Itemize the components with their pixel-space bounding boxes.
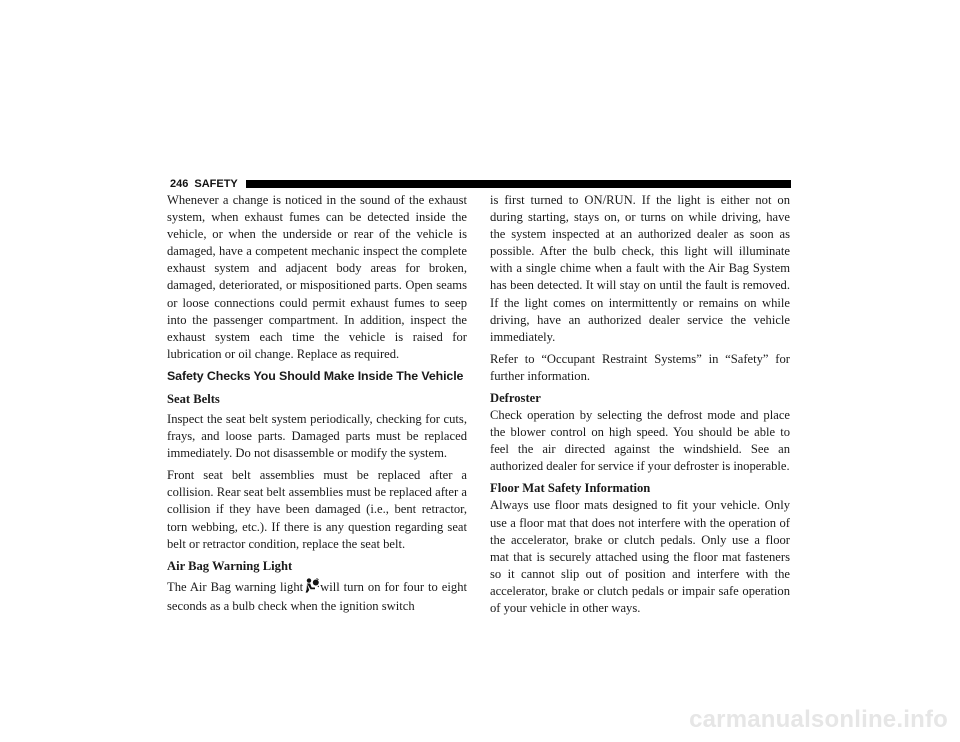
defroster-heading: Defroster xyxy=(490,391,541,406)
section-heading: Safety Checks You Should Make Inside The Vehicle xyxy=(167,368,464,383)
airbag-continued-paragraph: is first turned to ON/RUN. If the light is either not on during starting, stays on, or turns on while driving, have the system inspected at an authorized dealer as soon as possible. After the bulb check, this light will illuminate with a single chime when a fault with the Air Bag System has been detected. It will stay on until the fault is removed. If the light comes on intermittently or remains on while driving, have an authorized dealer service the vehicle immediately. xyxy=(490,193,790,344)
page-header xyxy=(170,178,791,190)
exhaust-paragraph: Whenever a change is noticed in the sound of the exhaust system, when exhaust fumes can be detected inside the vehicle, or when the underside or rear of the vehicle is damaged, have a competent mechanic inspect the complete exhaust system and adjacent body areas for broken, damaged, deteriorated, or mispositioned parts. Open seams or loose connections could permit exhaust fumes to seep into the passenger compartment. In addition, inspect the exhaust system each time the vehicle is raised for lubrication or oil change. Replace as required. xyxy=(167,193,467,361)
defroster-paragraph: Check operation by selecting the defrost mode and place the blower control on high speed. You should be able to feel the air directed against the windshield. See an authorized dealer for service if your defroster is inoperable. xyxy=(490,408,790,474)
left-column xyxy=(167,192,467,620)
floor-mat-paragraph: Always use floor mats designed to fit your vehicle. Only use a floor mat that does not interfere with the operation of the accelerator, brake or clutch pedals. Only use a floor mat that is securely attached using the floor mat fasteners so it cannot slip out of position and interfere with the accelerator, brake or clutch pedals or impair safe operation of your vehicle in other ways. xyxy=(490,498,790,615)
airbag-warning-icon xyxy=(305,578,319,598)
header-rule xyxy=(246,180,791,188)
section-title: SAFETY xyxy=(194,178,238,190)
floor-mat-heading: Floor Mat Safety Information xyxy=(490,481,651,496)
airbag-heading: Air Bag Warning Light xyxy=(167,558,293,573)
airbag-text-before: The Air Bag warning light xyxy=(167,579,304,594)
seat-belts-paragraph-2: Front seat belt assemblies must be replaced after a collision. Rear seat belt assemblies must be replaced after a collision if they have been damaged (i.e., bent retractor, torn webbing, etc.). If there is any question regarding seat belt or retractor condition, replace the seat belt. xyxy=(167,468,467,551)
airbag-paragraph xyxy=(167,578,467,615)
right-column xyxy=(490,192,790,622)
airbag-text-after: will turn on for four to eight seconds as a bulb check when the ignition switch xyxy=(167,579,467,613)
seat-belts-paragraph-1: Inspect the seat belt system periodically, checking for cuts, frays, and loose parts. Damaged parts must be replaced immediately. Do not disassemble or modify the system. xyxy=(167,411,467,461)
watermark: carmanualsonline.info xyxy=(689,706,948,733)
page-number: 246 xyxy=(170,178,189,190)
seat-belts-heading: Seat Belts xyxy=(167,391,220,406)
refer-paragraph: Refer to “Occupant Restraint Systems” in “Safety” for further information. xyxy=(490,351,790,383)
